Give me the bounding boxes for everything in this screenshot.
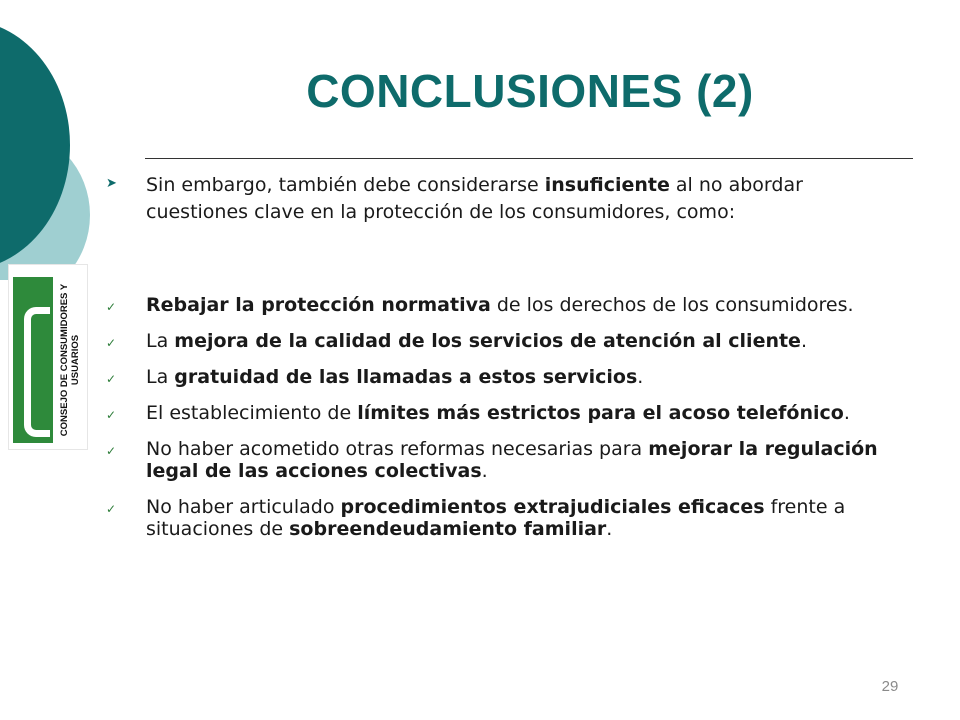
title-divider: [145, 158, 913, 159]
list-item: ✓ No haber articulado procedimientos extrajudiciales eficaces frente a situaciones de sobreendeudamiento familiar.: [106, 496, 846, 540]
organization-logo: [8, 264, 88, 450]
decorative-shapes: [0, 0, 120, 280]
checkmark-icon: ✓: [106, 372, 117, 386]
checkmark-icon: ✓: [106, 408, 117, 422]
logo-green-panel: [13, 277, 53, 443]
arrowhead-bullet-icon: ➤: [106, 176, 117, 191]
intro-text: Sin embargo, también debe considerarse: [146, 174, 545, 196]
checkmark-icon: ✓: [106, 502, 117, 516]
logo-text: CONSEJO DE CONSUMIDORES Y USUARIOS: [59, 283, 81, 437]
checkmark-icon: ✓: [106, 336, 117, 350]
list-item: ✓ Rebajar la protección normativa de los derechos de los consumidores.: [106, 294, 854, 316]
page-number: 29: [881, 678, 899, 695]
checkmark-icon: ✓: [106, 444, 117, 458]
list-item: ✓ La gratuidad de las llamadas a estos servicios.: [106, 366, 644, 388]
list-item: ✓ La mejora de la calidad de los servicios de atención al cliente.: [106, 330, 807, 352]
logo-letter-c: [24, 307, 50, 437]
conclusion-list: [106, 294, 906, 554]
checkmark-icon: ✓: [106, 300, 117, 314]
intro-text-end: al no abordar cuestiones clave en la protección de los consumidores, como:: [146, 174, 803, 223]
intro-emphasis: insuficiente: [544, 174, 670, 196]
slide-title: CONCLUSIONES (2): [306, 65, 754, 117]
list-item: ✓ No haber acometido otras reformas necesarias para mejorar la regulación legal de las acciones colectivas.: [106, 438, 878, 482]
list-item: ✓ El establecimiento de límites más estrictos para el acoso telefónico.: [106, 402, 850, 424]
intro-paragraph: [106, 172, 886, 226]
